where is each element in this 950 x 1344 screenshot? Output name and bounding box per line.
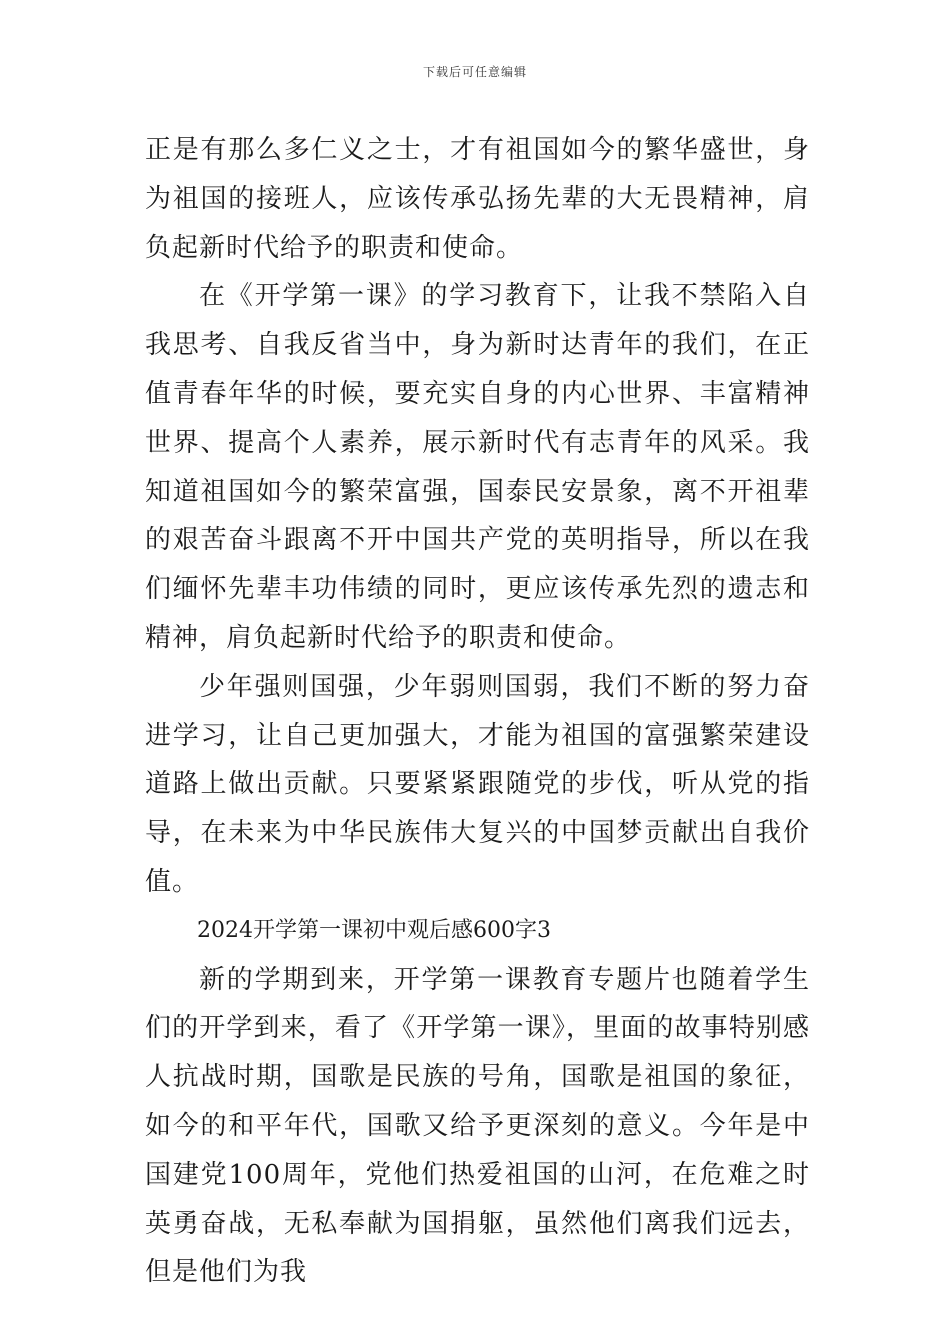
document-body [145,126,810,1297]
paragraph: 少年强则国强，少年弱则国弱，我们不断的努力奋进学习，让自己更加强大，才能为祖国的富强繁荣建设道路上做出贡献。只要紧紧跟随党的步伐，听从党的指导，在未来为中华民族伟大复兴的中国梦贡献出自我价值。 [145,671,810,897]
paragraph-continuation: 正是有那么多仁义之士，才有祖国如今的繁华盛世，身为祖国的接班人，应该传承弘扬先辈的大无畏精神，肩负起新时代给予的职责和使命。 [145,135,810,263]
section-heading: 2024开学第一课初中观后感600字3 [197,917,551,943]
paragraph: 新的学期到来，开学第一课教育专题片也随着学生们的开学到来，看了《开学第一课》，里面的故事特别感人抗战时期，国歌是民族的号角，国歌是祖国的象征，如今的和平年代，国歌又给予更深刻的意义。今年是中国建党100周年，党他们热爱祖国的山河，在危难之时英勇奋战，无私奉献为国捐躯，虽然他们离我们远去，但是他们为我 [145,964,810,1288]
paragraph: 在《开学第一课》的学习教育下，让我不禁陷入自我思考、自我反省当中，身为新时达青年的我们，在正值青春年华的时候，要充实自身的内心世界、丰富精神世界、提高个人素养，展示新时代有志青年的风采。我知道祖国如今的繁荣富强，国泰民安景象，离不开祖辈的艰苦奋斗跟离不开中国共产党的英明指导，所以在我们缅怀先辈丰功伟绩的同时，更应该传承先烈的遗志和精神，肩负起新时代给予的职责和使命。 [145,281,810,653]
page-header-note: 下载后可任意编辑 [422,65,527,79]
